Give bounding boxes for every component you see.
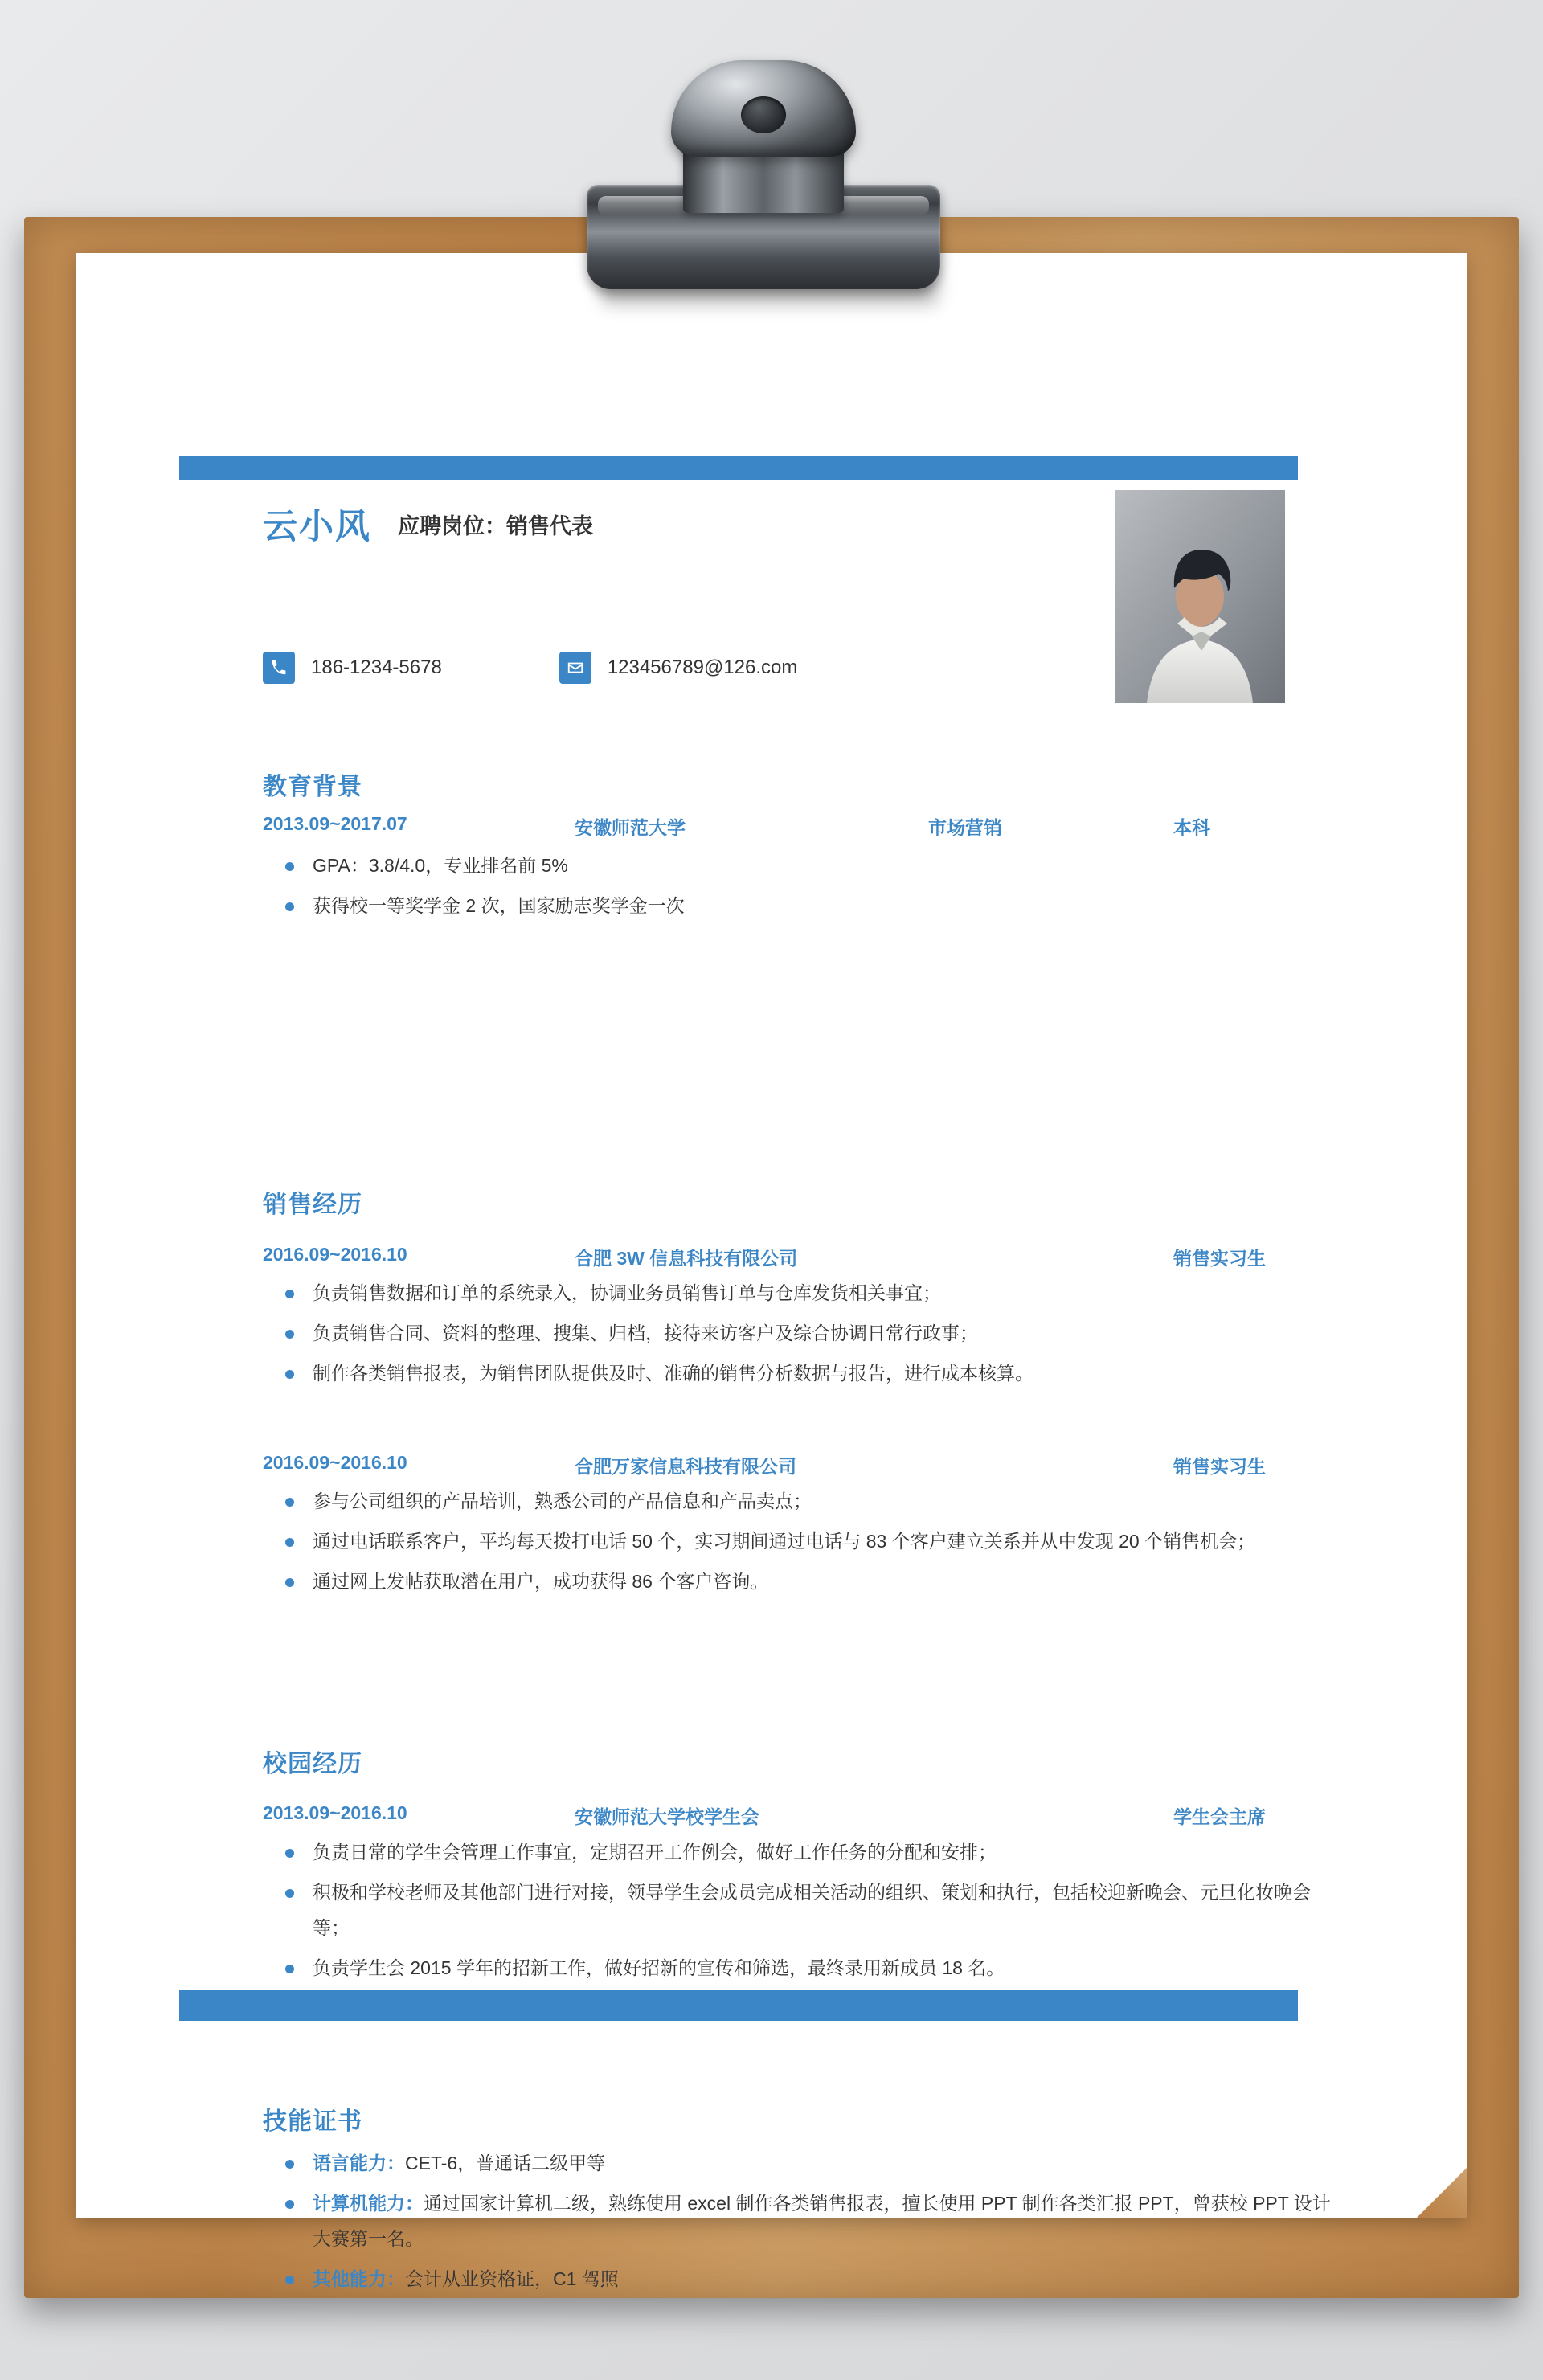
skill-label: 语言能力： (313, 2153, 405, 2173)
candidate-name: 云小风 (263, 508, 371, 546)
campus-org: 安徽师范大学校学生会 (575, 1806, 759, 1827)
mail-icon (559, 652, 591, 684)
skill-text: 通过国家计算机二级，熟练使用 excel 制作各类销售报表，擅长使用 PPT 制作各类汇报 PPT，曾获校 PPT 设计大赛第一名。 (313, 2193, 1331, 2249)
list-item: GPA：3.8/4.0，专业排名前 5% (263, 848, 1308, 883)
email-address: 123456789@126.com (607, 656, 798, 678)
resume-paper (76, 253, 1467, 2289)
applied-position: 应聘岗位：销售代表 (398, 514, 593, 538)
sales-company-1: 合肥 3W 信息科技有限公司 (575, 1248, 798, 1269)
section-title-campus: 校园经历 (263, 1751, 362, 1777)
section-title-skills: 技能证书 (263, 2108, 362, 2135)
list-item: 参与公司组织的产品培训，熟悉公司的产品信息和产品卖点； (263, 1483, 1340, 1519)
clipboard-board (24, 217, 1519, 2298)
phone-number: 186-1234-5678 (311, 656, 442, 678)
list-item (263, 2145, 1340, 2181)
campus-items (263, 1834, 1332, 1990)
list-item: 负责学生会 2015 学年的招新工作，做好招新的宣传和筛选，最终录用新成员 18 名。 (263, 1950, 1332, 1985)
education-date: 2013.09~2017.07 (263, 813, 407, 834)
section-title-sales: 销售经历 (263, 1192, 362, 1218)
sales-items-2 (263, 1483, 1340, 1604)
list-item: 负责日常的学生会管理工作事宜，定期召开工作例会，做好工作任务的分配和安排； (263, 1834, 1332, 1870)
list-item: 负责销售合同、资料的整理、搜集、归档，接待来访客户及综合协调日常行政事； (263, 1315, 1308, 1351)
bottom-accent-bar (179, 1990, 1298, 2021)
sales-role-2: 销售实习生 (1173, 1456, 1266, 1477)
skills-items (263, 2145, 1340, 2301)
clip-dome-hole (741, 96, 786, 133)
sales-role-1: 销售实习生 (1173, 1248, 1266, 1269)
clipboard-clip (587, 48, 956, 329)
list-item (263, 2186, 1340, 2256)
list-item (263, 2261, 1340, 2296)
list-item: 制作各类销售报表，为销售团队提供及时、准确的销售分析数据与报告，进行成本核算。 (263, 1356, 1308, 1391)
phone-icon (263, 652, 295, 684)
campus-date: 2013.09~2016.10 (263, 1802, 407, 1823)
list-item: 负责销售数据和订单的系统录入，协调业务员销售订单与仓库发货相关事宜； (263, 1275, 1308, 1311)
education-school: 安徽师范大学 (575, 817, 686, 838)
education-items (263, 848, 1308, 928)
sales-date-2: 2016.09~2016.10 (263, 1452, 407, 1473)
portrait-photo (1115, 490, 1285, 703)
top-accent-bar (179, 456, 1298, 480)
education-degree: 本科 (1173, 817, 1210, 838)
section-title-education: 教育背景 (263, 774, 362, 800)
skill-text: CET-6，普通话二级甲等 (405, 2153, 606, 2173)
skill-text: 会计从业资格证，C1 驾照 (405, 2268, 619, 2289)
list-item: 通过网上发帖获取潜在用户，成功获得 86 个客户咨询。 (263, 1564, 1340, 1599)
list-item: 通过电话联系客户，平均每天拨打电话 50 个，实习期间通过电话与 83 个客户建立关系并从中发现 20 个销售机会； (263, 1523, 1340, 1559)
sales-items-1 (263, 1275, 1308, 1396)
skill-label: 计算机能力： (313, 2193, 424, 2214)
contact-row (263, 652, 797, 684)
skill-label: 其他能力： (313, 2268, 405, 2289)
list-item: 获得校一等奖学金 2 次，国家励志奖学金一次 (263, 888, 1308, 923)
education-major: 市场营销 (928, 817, 1002, 838)
sales-date-1: 2016.09~2016.10 (263, 1244, 407, 1265)
campus-role: 学生会主席 (1173, 1806, 1266, 1827)
sales-company-2: 合肥万家信息科技有限公司 (575, 1456, 796, 1477)
resume-content (76, 253, 1467, 2289)
list-item: 积极和学校老师及其他部门进行对接，领导学生会成员完成相关活动的组织、策划和执行，包括校迎新晚会、元旦化妆晚会等； (263, 1875, 1332, 1945)
